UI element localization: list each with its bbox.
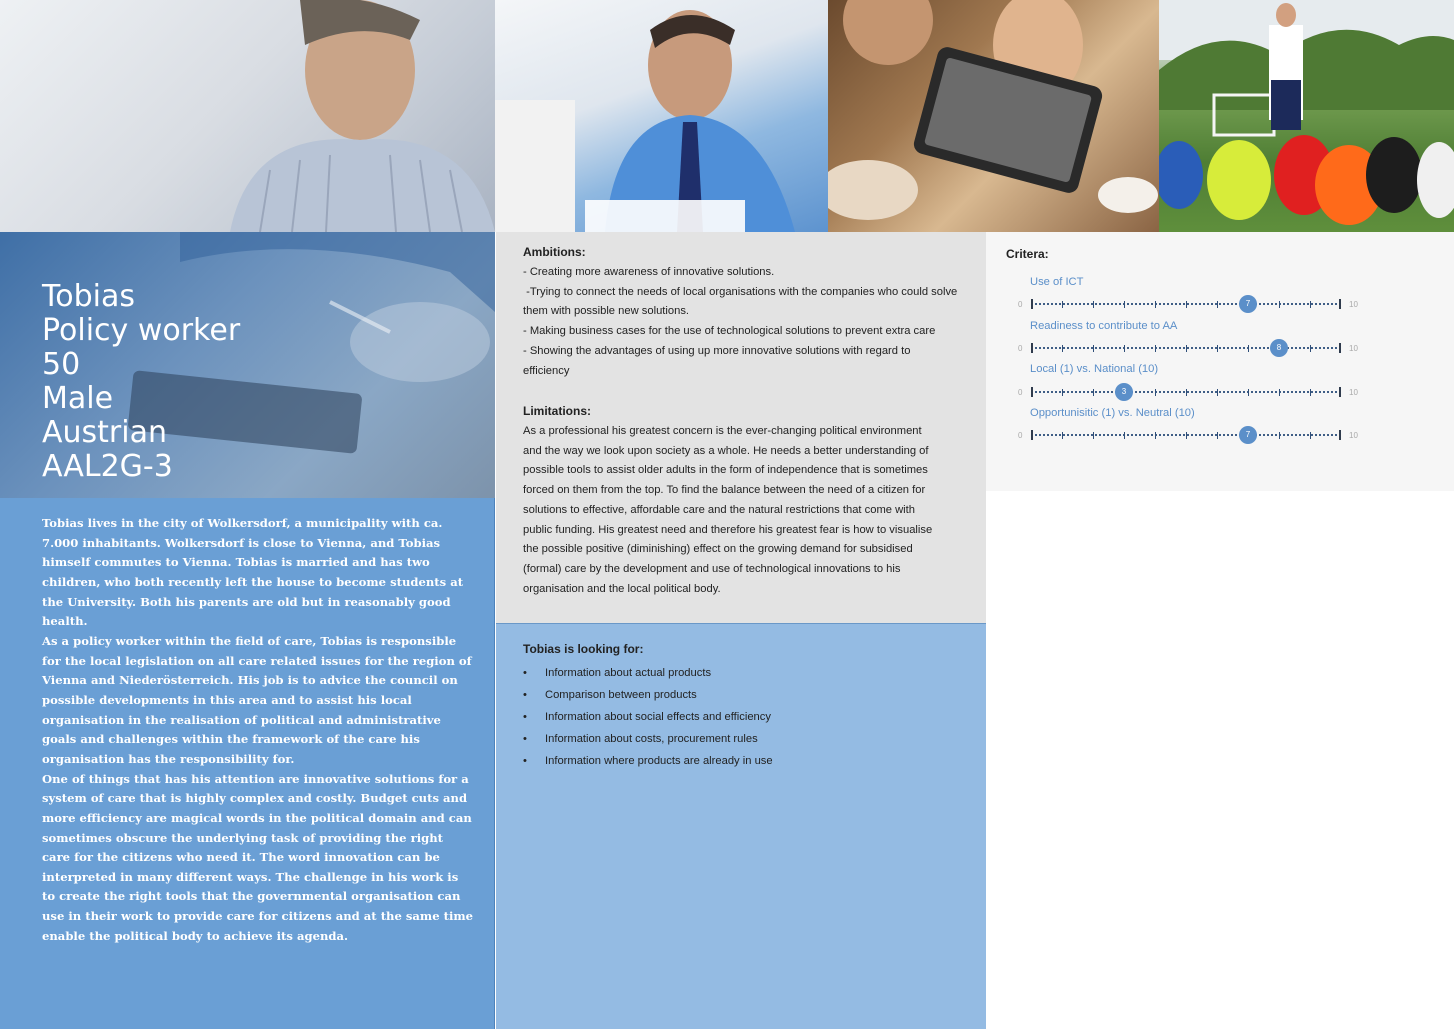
bio-text xyxy=(42,514,474,946)
bullet-icon: • xyxy=(523,689,527,701)
scale-min-label: 0 xyxy=(1018,344,1023,353)
scale-endcap xyxy=(1031,387,1033,397)
scale-tick xyxy=(1248,389,1249,396)
scale-min-label: 0 xyxy=(1018,431,1023,440)
list-item-label: Information about actual products xyxy=(545,667,712,679)
scale-tick xyxy=(1186,301,1187,308)
list-item-label: Comparison between products xyxy=(545,689,697,701)
scale-tick xyxy=(1124,345,1125,352)
football-coach-photo xyxy=(1159,0,1454,232)
scale-tick xyxy=(1186,389,1187,396)
ambition-line: - Making business cases for the use of technological solutions to prevent extra care xyxy=(523,325,936,338)
list-item-label: Information about social effects and efficiency xyxy=(545,711,771,723)
scale-max-label: 10 xyxy=(1349,431,1358,440)
ambition-line: -Trying to connect the needs of local organisations with the companies who could solve xyxy=(523,285,958,298)
scale-tick xyxy=(1062,432,1063,439)
scale-min-label: 0 xyxy=(1018,388,1023,397)
bullet-icon: • xyxy=(523,667,527,679)
ambition-line: - Creating more awareness of innovative solutions. xyxy=(523,266,775,278)
scale-endcap xyxy=(1031,343,1033,353)
scale-endcap xyxy=(1031,430,1033,440)
looking-for-list xyxy=(523,662,773,772)
ambitions-section xyxy=(523,244,978,381)
scale-tick xyxy=(1062,389,1063,396)
criterion-label: Readiness to contribute to AA xyxy=(1030,320,1178,332)
stressed-office-worker-photo xyxy=(495,0,828,232)
criteria-heading: Critera: xyxy=(1006,247,1049,261)
rating-marker: 7 xyxy=(1239,295,1257,313)
rating-scale xyxy=(1031,299,1341,309)
criterion-label: Opportunisitic (1) vs. Neutral (10) xyxy=(1030,407,1195,419)
rating-marker: 7 xyxy=(1239,426,1257,444)
bullet-icon: • xyxy=(523,755,527,767)
rating-marker: 8 xyxy=(1270,339,1288,357)
elderly-couple-tablet-photo xyxy=(828,0,1159,232)
looking-for-heading: Tobias is looking for: xyxy=(523,642,644,656)
scale-tick xyxy=(1186,345,1187,352)
list-item xyxy=(523,684,773,706)
persona-role: Policy worker xyxy=(42,313,241,348)
scale-tick xyxy=(1186,432,1187,439)
scale-tick xyxy=(1310,432,1311,439)
scale-tick xyxy=(1310,345,1311,352)
list-item-label: Information where products are already in use xyxy=(545,755,773,767)
scale-max-label: 10 xyxy=(1349,300,1358,309)
scale-tick xyxy=(1093,389,1094,396)
rating-scale xyxy=(1031,343,1341,353)
ambition-line: them with possible new solutions. xyxy=(523,305,690,318)
scale-min-label: 0 xyxy=(1018,300,1023,309)
criteria-panel xyxy=(986,232,1454,491)
list-item xyxy=(523,662,773,684)
scale-endcap xyxy=(1339,387,1341,397)
bio-panel xyxy=(0,498,495,1029)
persona-age: 50 xyxy=(42,347,81,382)
scale-tick xyxy=(1310,301,1311,308)
scale-endcap xyxy=(1339,299,1341,309)
scale-endcap xyxy=(1339,343,1341,353)
ambition-line: efficiency xyxy=(523,364,570,377)
bio-paragraph: Tobias lives in the city of Wolkersdorf, a municipality with ca. 7.000 inhabitants. Wolkersdorf is close to Vienna, and Tobias himself commutes to Vienna. Tobias is married and has two children, who both recently left the house to become students at the University. Both his parents are old but in reasonably good health. xyxy=(42,516,464,629)
scale-tick xyxy=(1310,389,1311,396)
ambitions-heading: Ambitions: xyxy=(523,245,586,259)
persona-header xyxy=(0,232,495,498)
looking-for-panel xyxy=(496,623,986,1029)
scale-tick xyxy=(1124,432,1125,439)
list-item-label: Information about costs, procurement rules xyxy=(545,733,758,745)
scale-tick xyxy=(1093,345,1094,352)
ambition-line: - Showing the advantages of using up more innovative solutions with regard to xyxy=(523,344,911,357)
list-item xyxy=(523,728,773,750)
scale-tick xyxy=(1093,432,1094,439)
persona-project: AAL2G-3 xyxy=(42,449,173,484)
scale-endcap xyxy=(1339,430,1341,440)
limitations-section xyxy=(523,403,943,599)
limitations-heading: Limitations: xyxy=(523,404,591,418)
scale-tick xyxy=(1217,432,1218,439)
scale-endcap xyxy=(1031,299,1033,309)
scale-tick xyxy=(1124,301,1125,308)
list-item xyxy=(523,706,773,728)
scale-tick xyxy=(1062,345,1063,352)
scale-tick xyxy=(1093,301,1094,308)
scale-tick xyxy=(1155,301,1156,308)
scale-max-label: 10 xyxy=(1349,388,1358,397)
scale-tick xyxy=(1217,345,1218,352)
ambitions-limitations-panel xyxy=(496,232,986,623)
scale-tick xyxy=(1155,345,1156,352)
man-reading-photo xyxy=(0,0,495,232)
bullet-icon: • xyxy=(523,711,527,723)
bullet-icon: • xyxy=(523,733,527,745)
scale-tick xyxy=(1248,345,1249,352)
bio-paragraph: One of things that has his attention are innovative solutions for a system of care that is highly complex and costly. Budget cuts and more efficiency are magical words in the political domain and can sometimes obscure the underlying task of providing the right care for the citizens who need it. The word innovation can be interpreted in many different ways. The challenge in his work is to create the right tools that the governmental organisation can use in their work to provide care for citizens and at the same time enable the political body to achieve its agenda. xyxy=(42,771,474,943)
scale-max-label: 10 xyxy=(1349,344,1358,353)
criterion-label: Local (1) vs. National (10) xyxy=(1030,363,1159,375)
scale-tick xyxy=(1217,389,1218,396)
scale-tick xyxy=(1062,301,1063,308)
persona-nationality: Austrian xyxy=(42,415,167,450)
bio-paragraph: As a policy worker within the field of care, Tobias is responsible for the local legislation on all care related issues for the region of Vienna and Niederösterreich. His job is to advice the council on possible developments in this area and to assist his local organisation in the realisation of political and administrative goals and challenges within the framework of the care his organisation has the responsibility for. xyxy=(42,633,472,766)
limitations-text: As a professional his greatest concern is the ever-changing political environment and the way we look upon society as a whole. He needs a better understanding of possible tools to assist older adults in the form of independence that is sometimes forced on them from the top. To find the balance between the need of a citizen for solutions to effective, affordable care and the natural restrictions that come with public funding. His greatest need and therefore his greatest fear is how to visualise the possible positive (diminishing) effect on the growing demand for subsidised (formal) care by the development and use of technological innovations to his organisation and the local political body. xyxy=(523,425,933,595)
persona-gender: Male xyxy=(42,381,114,416)
list-item xyxy=(523,750,773,772)
scale-tick xyxy=(1279,301,1280,308)
scale-tick xyxy=(1155,432,1156,439)
persona-name: Tobias xyxy=(42,279,135,314)
scale-tick xyxy=(1279,432,1280,439)
rating-marker: 3 xyxy=(1115,383,1133,401)
criterion-label: Use of ICT xyxy=(1030,276,1084,288)
scale-tick xyxy=(1279,389,1280,396)
scale-tick xyxy=(1217,301,1218,308)
rating-scale xyxy=(1031,430,1341,440)
rating-scale xyxy=(1031,387,1341,397)
scale-tick xyxy=(1155,389,1156,396)
